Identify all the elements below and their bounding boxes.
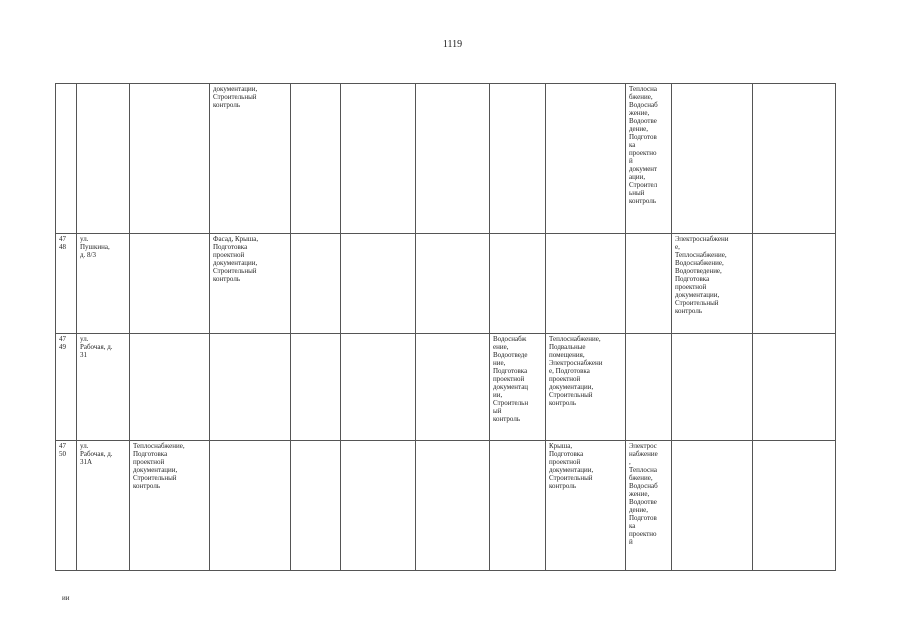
table-cell	[753, 441, 836, 571]
table-cell: 47 48	[56, 234, 77, 334]
table-cell	[416, 441, 490, 571]
table-cell	[416, 234, 490, 334]
table-cell	[626, 234, 672, 334]
table-cell: 47 50	[56, 441, 77, 571]
table-cell	[341, 441, 416, 571]
table-cell: Электрос набжение , Теплосна бжение, Водоснаб жение, Водоотве дение, Подготов ка проектно й	[626, 441, 672, 571]
table-cell	[291, 334, 341, 441]
page-number: 1119	[442, 39, 463, 50]
table-cell	[672, 441, 753, 571]
table-cell: Крыша, Подготовка проектной документации, Строительный контроль	[546, 441, 626, 571]
table-cell	[753, 334, 836, 441]
table-cell: Теплоснабжение, Подготовка проектной документации, Строительный контроль	[130, 441, 210, 571]
table-cell	[753, 234, 836, 334]
table-cell	[291, 441, 341, 571]
table-cell	[341, 234, 416, 334]
table-row	[56, 84, 836, 234]
table-cell	[130, 84, 210, 234]
footer-mark: ии	[62, 594, 70, 602]
table-cell	[130, 234, 210, 334]
table-row	[56, 441, 836, 571]
table-cell	[753, 84, 836, 234]
table-cell	[672, 84, 753, 234]
table-cell: Фасад, Крыша, Подготовка проектной документации, Строительный контроль	[210, 234, 291, 334]
table-cell: ул. Рабочая, д. 31А	[77, 441, 130, 571]
table-row	[56, 334, 836, 441]
table-row	[56, 234, 836, 334]
table-cell	[490, 84, 546, 234]
table-cell	[626, 334, 672, 441]
table-cell	[546, 84, 626, 234]
table-cell: 47 49	[56, 334, 77, 441]
table-cell	[416, 84, 490, 234]
table-cell	[490, 441, 546, 571]
table-cell	[416, 334, 490, 441]
table-cell	[291, 234, 341, 334]
table-cell: ул. Рабочая, д. 31	[77, 334, 130, 441]
table-cell	[56, 84, 77, 234]
works-table	[55, 83, 836, 571]
table-cell	[341, 84, 416, 234]
table-cell	[77, 84, 130, 234]
table-cell	[210, 334, 291, 441]
table-cell: Водоснабж ение, Водоотведе ние, Подготовка проектной документац ии, Строительн ый контроль	[490, 334, 546, 441]
table-cell	[672, 334, 753, 441]
table-cell	[130, 334, 210, 441]
table-cell	[341, 334, 416, 441]
table-cell: документации, Строительный контроль	[210, 84, 291, 234]
table-cell: Теплоснабжение, Подвальные помещения, Электроснабжени е, Подготовка проектной документации, Строительный контроль	[546, 334, 626, 441]
table-cell: ул. Пушкина, д. 8/3	[77, 234, 130, 334]
table-cell	[210, 441, 291, 571]
table-cell	[291, 84, 341, 234]
table-cell	[546, 234, 626, 334]
table-cell: Теплосна бжение, Водоснаб жение, Водоотве дение, Подготов ка проектно й документ ации, Строител ьный контроль	[626, 84, 672, 234]
table-cell: Электроснабжени е, Теплоснабжение, Водоснабжение, Водоотведение, Подготовка проектной документации, Строительный контроль	[672, 234, 753, 334]
table-cell	[490, 234, 546, 334]
